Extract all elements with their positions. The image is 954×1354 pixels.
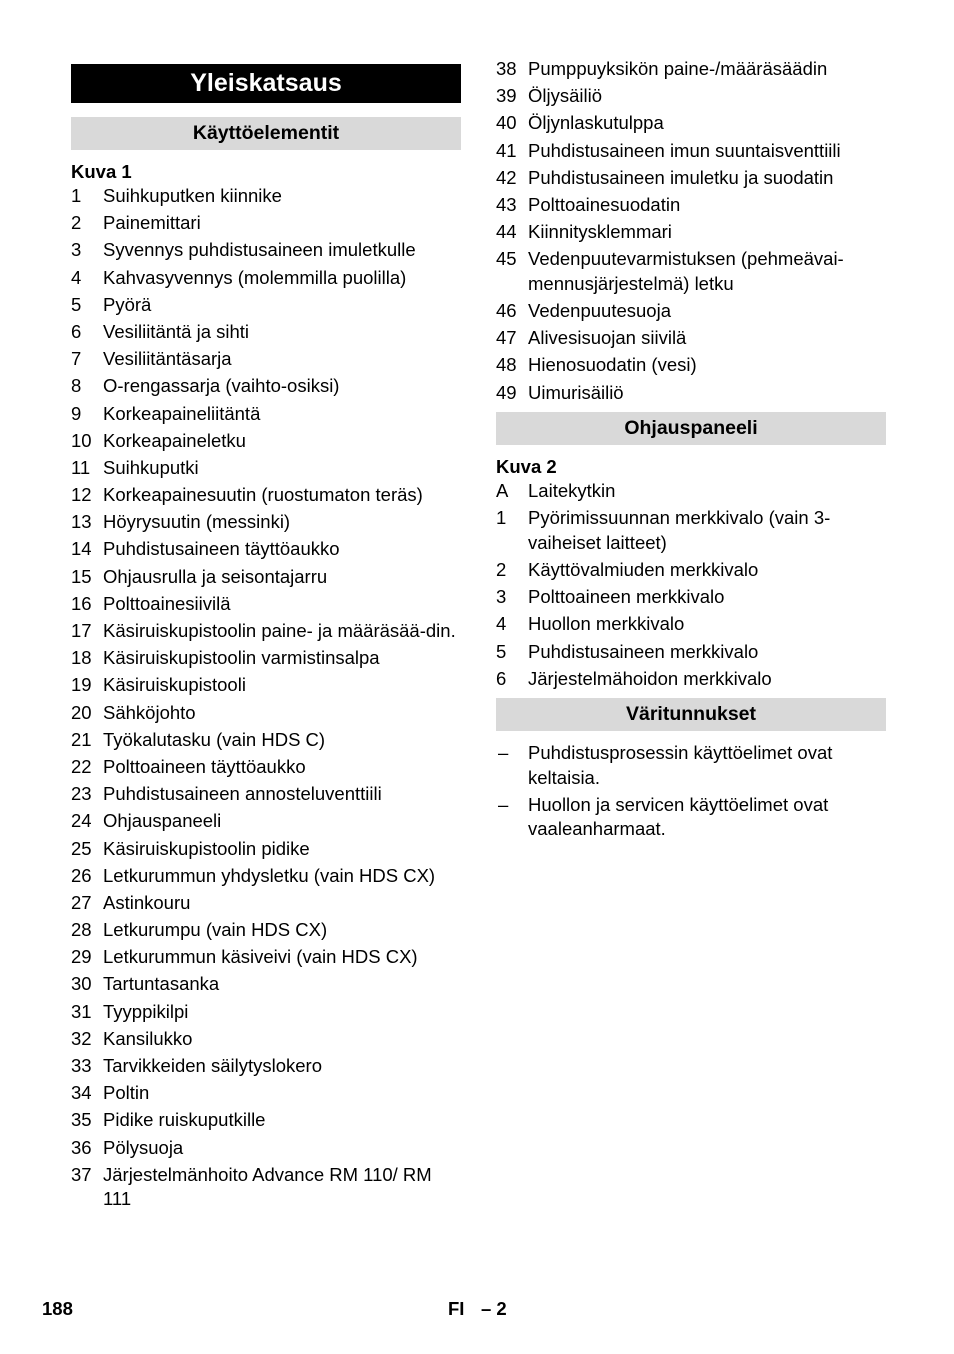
list-item bbox=[71, 402, 461, 427]
list-item bbox=[496, 506, 886, 555]
list-item bbox=[71, 374, 461, 399]
list-item bbox=[71, 646, 461, 671]
item-text: Laitekytkin bbox=[528, 480, 616, 502]
section-heading-varitunnukset: Väritunnukset bbox=[496, 698, 886, 731]
item-text: Astinkouru bbox=[103, 891, 191, 913]
item-text: Työkalutasku (vain HDS C) bbox=[103, 728, 326, 750]
list-item bbox=[71, 755, 461, 780]
list-item bbox=[71, 1163, 461, 1212]
control-panel-list bbox=[496, 479, 886, 691]
item-number: 39 bbox=[496, 85, 517, 107]
item-number: 24 bbox=[71, 810, 92, 832]
item-text: Polttoaineen täyttöaukko bbox=[103, 755, 306, 777]
item-text: Järjestelmänhoito Advance RM 110/ RM 111 bbox=[103, 1163, 432, 1210]
item-number: 48 bbox=[496, 354, 517, 376]
item-text: Vedenpuutevarmistuksen (pehmeävai-mennusjärjestelmä) letku bbox=[528, 248, 844, 294]
item-number: 20 bbox=[71, 701, 92, 723]
list-item bbox=[496, 353, 886, 378]
item-number: 45 bbox=[496, 248, 517, 270]
item-number: 38 bbox=[496, 58, 517, 79]
bullet-dash: – bbox=[498, 742, 509, 764]
item-number: 16 bbox=[71, 592, 92, 614]
item-text: Letkurummun käsiveivi (vain HDS CX) bbox=[103, 946, 418, 968]
bullet-dash: – bbox=[498, 793, 509, 815]
list-item bbox=[496, 299, 886, 324]
item-text: Huollon ja servicen käyttöelimet ovat vaaleanharmaat. bbox=[528, 793, 829, 840]
item-text: Suihkuputken kiinnike bbox=[103, 185, 282, 206]
item-number: 46 bbox=[496, 300, 517, 321]
item-number: 3 bbox=[71, 239, 82, 261]
item-number: 26 bbox=[71, 864, 92, 886]
list-item bbox=[71, 211, 461, 236]
list-item bbox=[71, 782, 461, 807]
list-item bbox=[71, 1081, 461, 1106]
figure-label-2: Kuva 2 bbox=[496, 456, 557, 478]
list-item bbox=[71, 1108, 461, 1133]
item-text: Pyörä bbox=[103, 293, 152, 315]
item-number: 3 bbox=[496, 586, 507, 608]
item-text: Pölysuoja bbox=[103, 1136, 184, 1158]
list-item bbox=[71, 972, 461, 997]
item-text: Puhdistusaineen imun suuntaisventtiili bbox=[528, 139, 841, 161]
list-item bbox=[496, 139, 886, 164]
item-text: Ohjauspaneeli bbox=[103, 810, 222, 832]
item-number: 11 bbox=[71, 456, 91, 478]
list-item bbox=[496, 84, 886, 109]
item-text: Tarvikkeiden säilytyslokero bbox=[103, 1055, 323, 1076]
color-code-list bbox=[496, 741, 886, 842]
section-heading-kayttoelementit: Käyttöelementit bbox=[71, 117, 461, 150]
item-text: Letkurummun yhdysletku (vain HDS CX) bbox=[103, 864, 436, 886]
item-text: Hienosuodatin (vesi) bbox=[528, 354, 697, 376]
item-number: 7 bbox=[71, 348, 82, 370]
item-number: 5 bbox=[496, 640, 507, 662]
list-item bbox=[71, 456, 461, 481]
list-item bbox=[496, 111, 886, 136]
list-item bbox=[71, 701, 461, 726]
item-text: Letkurumpu (vain HDS CX) bbox=[103, 919, 328, 941]
item-number: 8 bbox=[71, 375, 82, 397]
section-heading-ohjauspaneeli: Ohjauspaneeli bbox=[496, 412, 886, 445]
item-text: Sähköjohto bbox=[103, 701, 196, 723]
item-number: 43 bbox=[496, 193, 517, 215]
item-text: Puhdistusaineen imuletku ja suodatin bbox=[528, 166, 834, 188]
item-text: Käyttövalmiuden merkkivalo bbox=[528, 558, 759, 580]
figure-label-1: Kuva 1 bbox=[71, 161, 132, 182]
list-item bbox=[71, 1136, 461, 1161]
list-item bbox=[71, 1027, 461, 1052]
list-item bbox=[496, 640, 886, 665]
item-number: 31 bbox=[71, 1000, 92, 1022]
item-text: Poltin bbox=[103, 1082, 150, 1104]
item-text: Huollon merkkivalo bbox=[528, 613, 685, 635]
list-item bbox=[71, 918, 461, 943]
item-text: Vesiliitäntä ja sihti bbox=[103, 320, 250, 342]
item-text: Korkeapaineliitäntä bbox=[103, 402, 261, 424]
item-text: Käsiruiskupistoolin paine- ja määräsää-din. bbox=[103, 620, 456, 641]
list-item bbox=[496, 479, 886, 504]
list-item bbox=[496, 57, 886, 82]
item-number: 1 bbox=[496, 507, 507, 529]
item-text: Polttoaineen merkkivalo bbox=[528, 586, 725, 608]
item-number: 19 bbox=[71, 674, 92, 696]
item-text: Höyrysuutin (messinki) bbox=[103, 511, 291, 533]
item-number: 1 bbox=[71, 185, 82, 206]
item-text: Öljysäiliö bbox=[528, 85, 603, 107]
list-item bbox=[71, 728, 461, 753]
list-item bbox=[71, 184, 461, 209]
item-number: 27 bbox=[71, 891, 92, 913]
item-text: Järjestelmähoidon merkkivalo bbox=[528, 667, 772, 689]
language-code: FI bbox=[448, 1298, 465, 1319]
item-number: 6 bbox=[496, 667, 507, 689]
item-text: Kansilukko bbox=[103, 1027, 193, 1049]
list-item bbox=[496, 166, 886, 191]
item-number: 32 bbox=[71, 1027, 92, 1049]
item-number: 6 bbox=[71, 320, 82, 342]
item-text: Puhdistusprosessin käyttöelimet ovat keltaisia. bbox=[528, 742, 833, 788]
list-item bbox=[496, 793, 886, 842]
item-number: 15 bbox=[71, 565, 92, 587]
item-number: 23 bbox=[71, 783, 92, 805]
list-item bbox=[71, 619, 461, 644]
controls-list-right bbox=[496, 57, 886, 405]
item-text: Käsiruiskupistoolin varmistinsalpa bbox=[103, 647, 380, 669]
item-text: Uimurisäiliö bbox=[528, 381, 624, 403]
list-item bbox=[496, 220, 886, 245]
list-item bbox=[71, 293, 461, 318]
list-item bbox=[71, 1000, 461, 1025]
item-number: 44 bbox=[496, 221, 517, 243]
item-number: 4 bbox=[71, 266, 82, 288]
item-number: 28 bbox=[71, 919, 92, 941]
page-index: – 2 bbox=[481, 1298, 507, 1319]
list-item bbox=[71, 837, 461, 862]
item-text: Vesiliitäntäsarja bbox=[103, 348, 232, 370]
item-number: 41 bbox=[496, 139, 517, 161]
list-item bbox=[496, 247, 886, 296]
item-number: 49 bbox=[496, 381, 517, 403]
item-number: 5 bbox=[71, 293, 82, 315]
list-item bbox=[71, 592, 461, 617]
list-item bbox=[496, 612, 886, 637]
item-text: Syvennys puhdistusaineen imuletkulle bbox=[103, 239, 416, 261]
list-item bbox=[496, 741, 886, 790]
item-number: 13 bbox=[71, 511, 92, 533]
item-number: 2 bbox=[71, 212, 82, 234]
item-number: 21 bbox=[71, 728, 92, 750]
list-item bbox=[71, 537, 461, 562]
list-item bbox=[71, 266, 461, 291]
item-number: 14 bbox=[71, 538, 92, 560]
item-number: 42 bbox=[496, 166, 517, 188]
list-item bbox=[71, 945, 461, 970]
item-number: 37 bbox=[71, 1163, 92, 1185]
list-item bbox=[496, 667, 886, 692]
item-number: 10 bbox=[71, 429, 92, 451]
item-text: Pidike ruiskuputkille bbox=[103, 1109, 266, 1131]
item-number: 47 bbox=[496, 327, 517, 349]
item-text: Pyörimissuunnan merkkivalo (vain 3-vaiheiset laitteet) bbox=[528, 507, 831, 553]
list-item bbox=[71, 510, 461, 535]
item-text: Alivesisuojan siivilä bbox=[528, 327, 687, 349]
item-text: Puhdistusaineen täyttöaukko bbox=[103, 538, 340, 560]
list-item bbox=[496, 193, 886, 218]
list-item bbox=[71, 347, 461, 372]
list-item bbox=[496, 326, 886, 351]
list-item bbox=[71, 483, 461, 508]
item-number: 12 bbox=[71, 484, 92, 506]
item-text: Kiinnitysklemmari bbox=[528, 221, 672, 243]
list-item bbox=[71, 1054, 461, 1079]
item-number: A bbox=[496, 480, 509, 502]
item-number: 33 bbox=[71, 1055, 92, 1076]
list-item bbox=[71, 320, 461, 345]
list-item bbox=[71, 809, 461, 834]
controls-list-left bbox=[71, 184, 461, 1212]
item-number: 30 bbox=[71, 973, 92, 995]
list-item bbox=[496, 381, 886, 406]
right-column bbox=[496, 57, 886, 845]
list-item bbox=[71, 429, 461, 454]
left-column bbox=[71, 64, 461, 1214]
item-number: 18 bbox=[71, 647, 92, 669]
item-text: Ohjausrulla ja seisontajarru bbox=[103, 565, 328, 587]
item-text: Öljynlaskutulppa bbox=[528, 112, 664, 134]
item-number: 35 bbox=[71, 1109, 92, 1131]
item-text: Painemittari bbox=[103, 212, 201, 234]
item-text: Vedenpuutesuoja bbox=[528, 300, 671, 321]
list-item bbox=[71, 565, 461, 590]
item-number: 25 bbox=[71, 837, 92, 859]
item-text: Pumppuyksikön paine-/määräsäädin bbox=[528, 58, 828, 79]
item-text: Polttoainesiivilä bbox=[103, 592, 231, 614]
list-item bbox=[71, 673, 461, 698]
item-text: Suihkuputki bbox=[103, 456, 199, 478]
item-text: Käsiruiskupistoolin pidike bbox=[103, 837, 310, 859]
item-text: Tyyppikilpi bbox=[103, 1000, 189, 1022]
page-title: Yleiskatsaus bbox=[71, 64, 461, 103]
list-item bbox=[496, 558, 886, 583]
item-text: Korkeapaineletku bbox=[103, 429, 246, 451]
item-number: 36 bbox=[71, 1136, 92, 1158]
item-number: 4 bbox=[496, 613, 507, 635]
item-text: Tartuntasanka bbox=[103, 973, 220, 995]
page-number: 188 bbox=[42, 1298, 73, 1319]
item-number: 9 bbox=[71, 402, 82, 424]
item-number: 34 bbox=[71, 1082, 92, 1104]
list-item bbox=[71, 238, 461, 263]
item-text: Käsiruiskupistooli bbox=[103, 674, 246, 696]
item-text: Puhdistusaineen merkkivalo bbox=[528, 640, 759, 662]
item-number: 22 bbox=[71, 755, 92, 777]
list-item bbox=[71, 864, 461, 889]
item-text: Polttoainesuodatin bbox=[528, 193, 681, 215]
item-number: 17 bbox=[71, 620, 92, 641]
list-item bbox=[496, 585, 886, 610]
item-text: O-rengassarja (vaihto-osiksi) bbox=[103, 375, 340, 397]
item-number: 29 bbox=[71, 946, 92, 968]
list-item bbox=[71, 891, 461, 916]
item-text: Kahvasyvennys (molemmilla puolilla) bbox=[103, 266, 407, 288]
item-text: Korkeapainesuutin (ruostumaton teräs) bbox=[103, 484, 423, 506]
item-number: 2 bbox=[496, 558, 507, 580]
item-number: 40 bbox=[496, 112, 517, 134]
item-text: Puhdistusaineen annosteluventtiili bbox=[103, 783, 382, 805]
